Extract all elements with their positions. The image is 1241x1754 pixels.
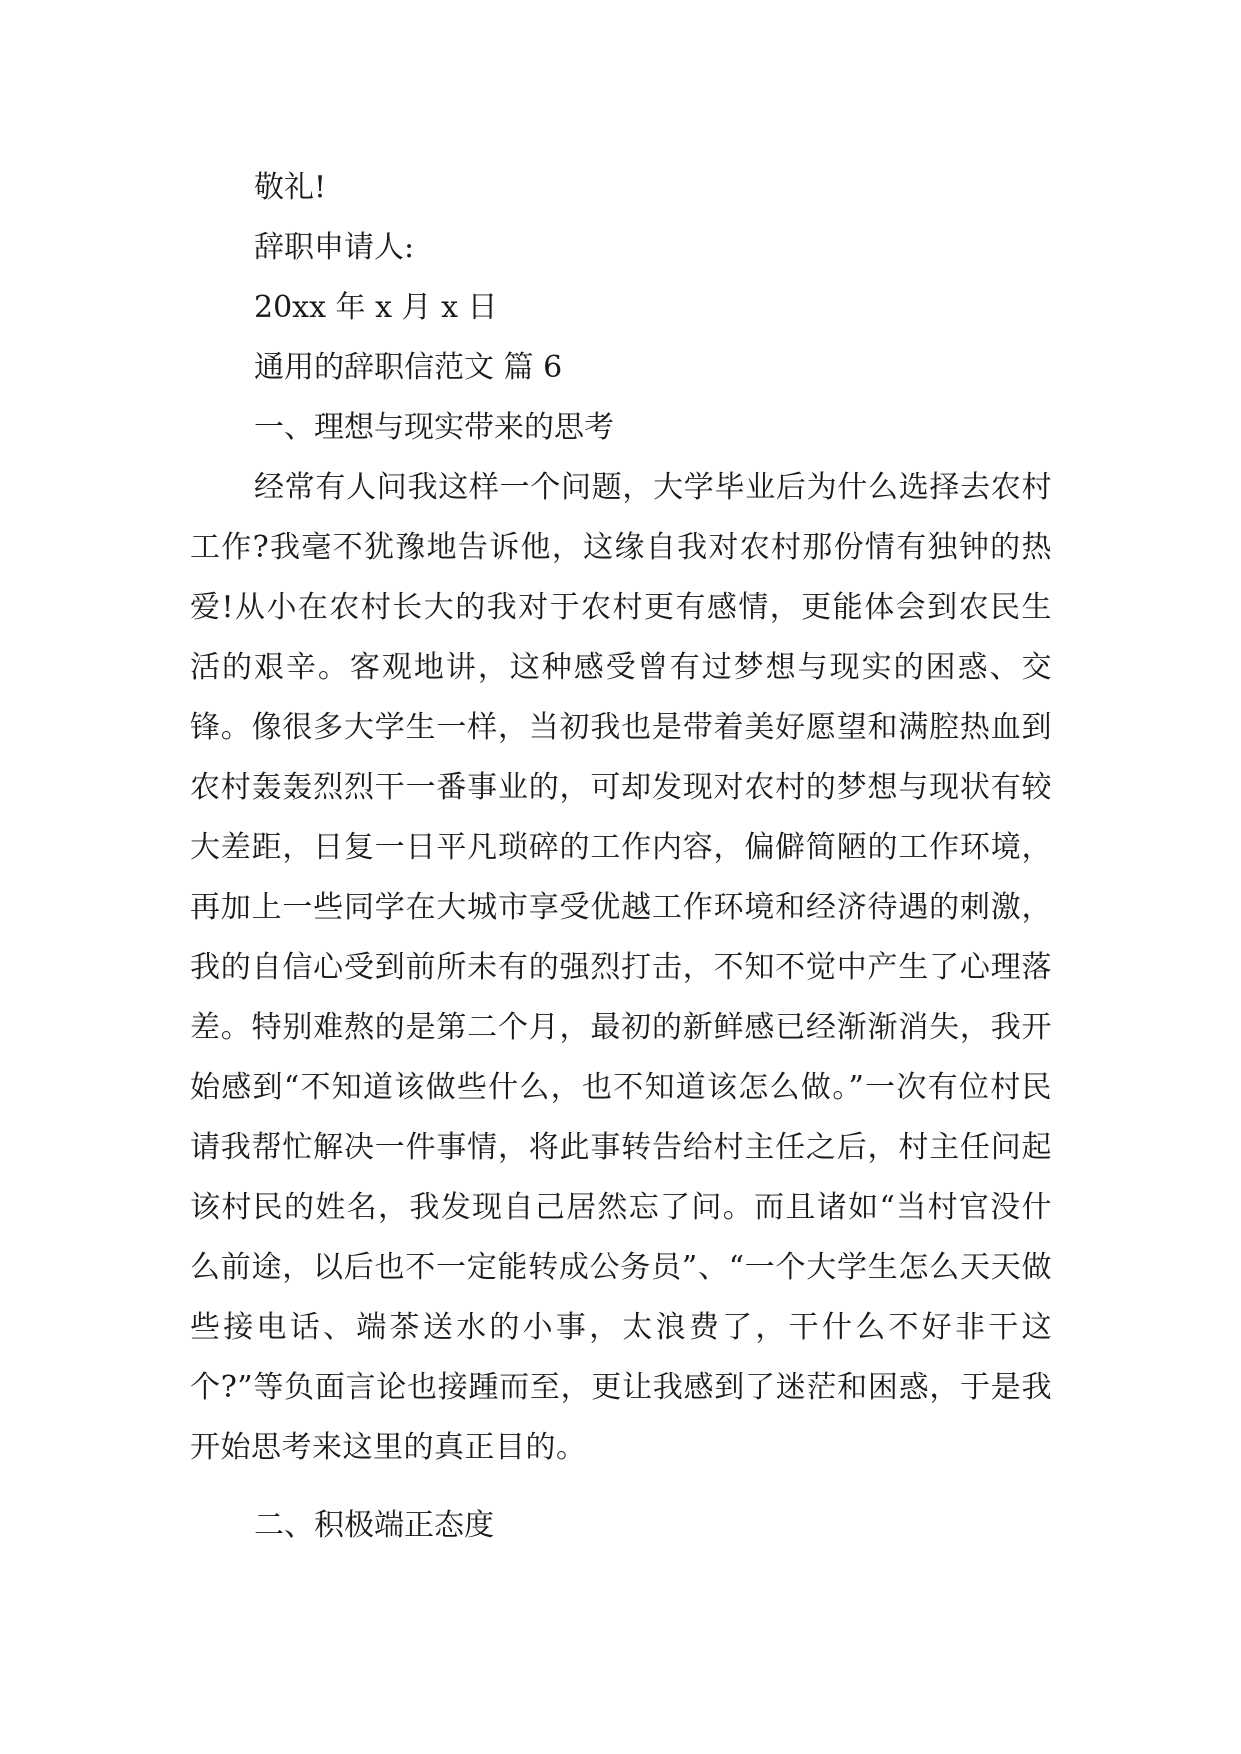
document-page [190,158,1052,1556]
section-1-body: 经常有人问我这样一个问题，大学毕业后为什么选择去农村工作?我毫不犹豫地告诉他，这缘自我对农村那份情有独钟的热爱!从小在农村长大的我对于农村更有感情，更能体会到农民生活的艰辛。客观地讲，这种感受曾有过梦想与现实的困惑、交锋。像很多大学生一样，当初我也是带着美好愿望和满腔热血到农村轰轰烈烈干一番事业的，可却发现对农村的梦想与现状有较大差距，日复一日平凡琐碎的工作内容，偏僻简陋的工作环境，再加上一些同学在大城市享受优越工作环境和经济待遇的刺激，我的自信心受到前所未有的强烈打击，不知不觉中产生了心理落差。特别难熬的是第二个月，最初的新鲜感已经渐渐消失，我开始感到“不知道该做些什么，也不知道该怎么做。”一次有位村民请我帮忙解决一件事情，将此事转告给村主任之后，村主任问起该村民的姓名，我发现自己居然忘了问。而且诸如“当村官没什么前途，以后也不一定能转成公务员”、“一个大学生怎么天天做些接电话、端茶送水的小事，太浪费了，干什么不好非干这个?”等负面言论也接踵而至，更让我感到了迷茫和困惑，于是我开始思考来这里的真正目的。 [190,470,1052,1465]
section-2-title: 二、积极端正态度 [254,1508,494,1543]
letter-date: 20xx 年 x 月 x 日 [254,290,498,325]
applicant-label: 辞职申请人: [254,230,415,265]
section-1-title: 一、理想与现实带来的思考 [254,410,614,445]
article-heading: 通用的辞职信范文 篇 6 [254,350,563,385]
closing-salutation: 敬礼! [254,170,327,205]
paragraph-gap [190,1478,1052,1496]
